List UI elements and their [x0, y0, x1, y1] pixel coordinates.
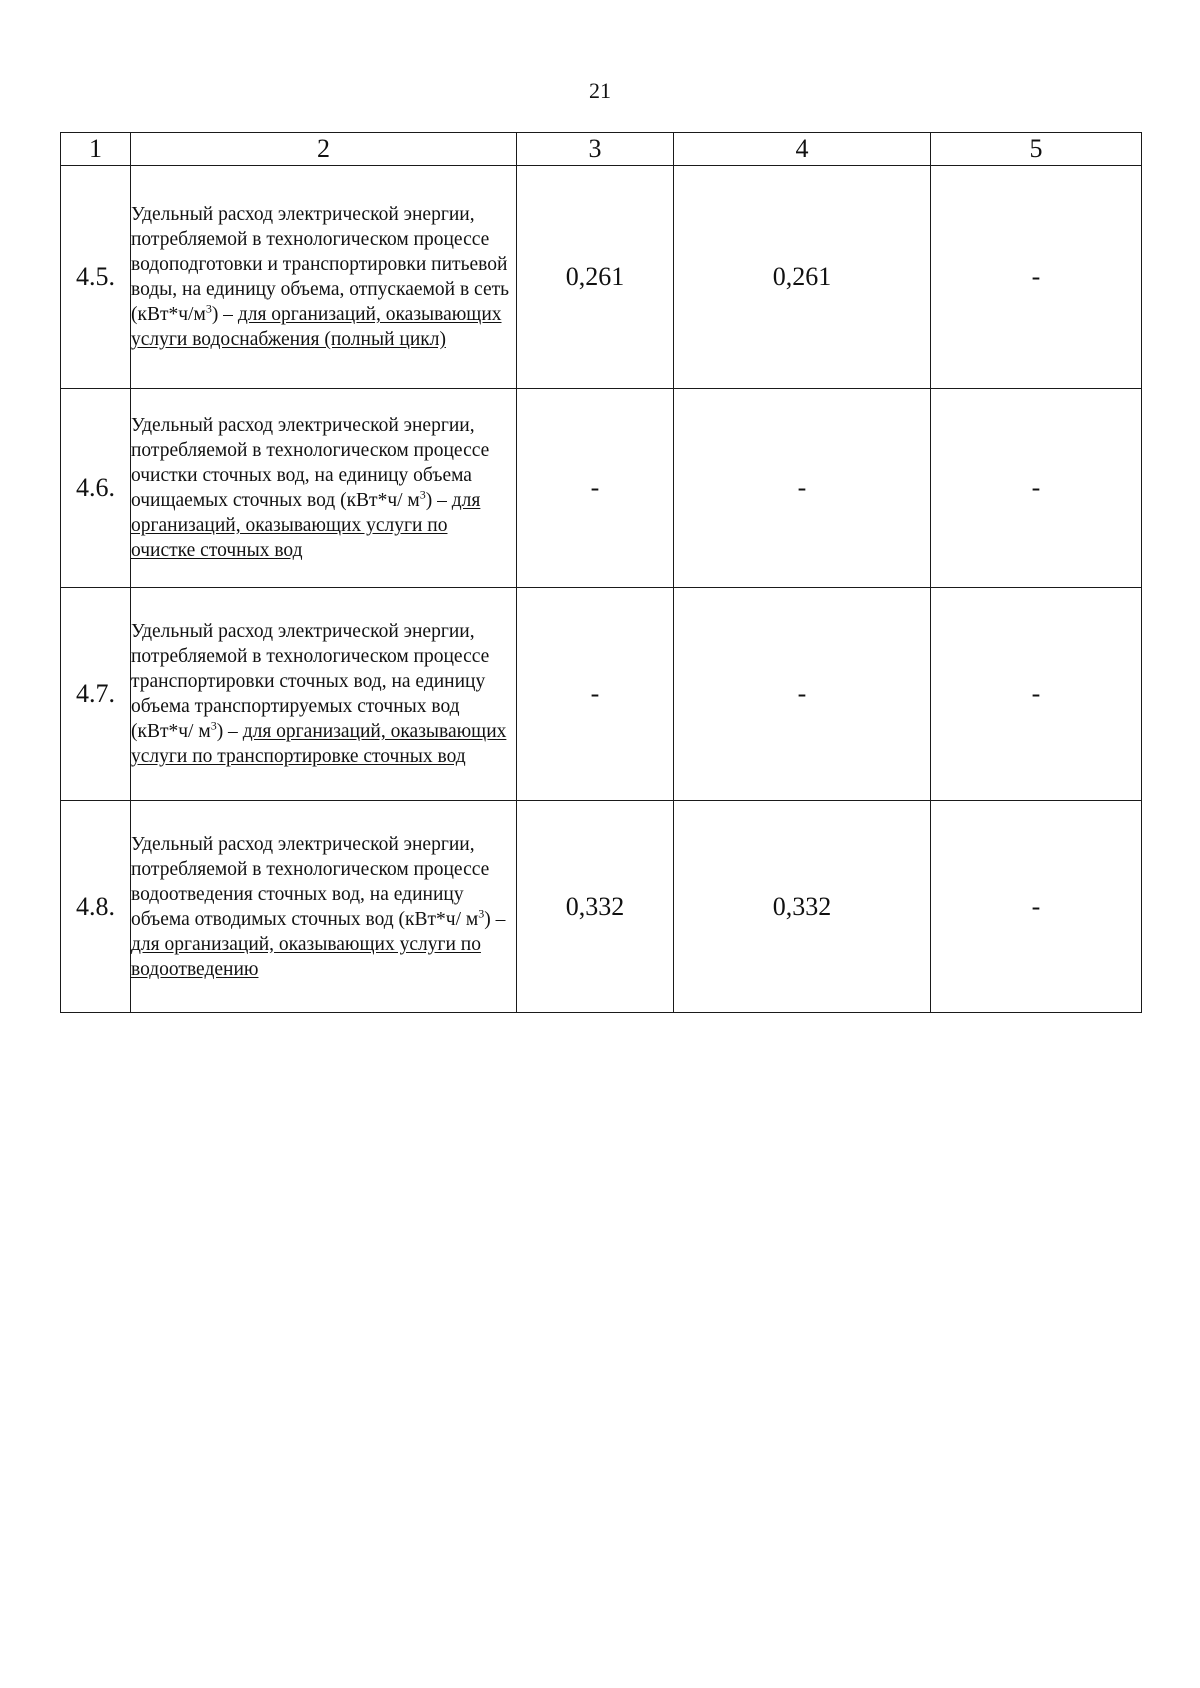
row-description	[131, 166, 517, 389]
value-col3: 0,261	[517, 166, 674, 389]
value-col3: -	[517, 588, 674, 801]
superscript: 3	[419, 487, 426, 502]
value-col3: -	[517, 389, 674, 588]
row-number: 4.6.	[61, 389, 131, 588]
description-underlined: для организаций, оказывающих услуги водоснабжения (полный цикл)	[131, 304, 502, 350]
value-col4: -	[674, 389, 931, 588]
row-number: 4.7.	[61, 588, 131, 801]
value-col5: -	[931, 166, 1142, 389]
description-dash: ) –	[211, 304, 238, 325]
superscript: 3	[205, 301, 212, 316]
table-row	[61, 166, 1142, 389]
row-description	[131, 588, 517, 801]
column-header-5: 5	[931, 133, 1142, 166]
row-number: 4.5.	[61, 166, 131, 389]
row-number: 4.8.	[61, 801, 131, 1013]
description-dash: ) –	[216, 721, 243, 742]
value-col4: 0,332	[674, 801, 931, 1013]
description-text: Удельный расход электрической энергии, потребляемой в технологическом процессе водоподготовки и транспортировки питьевой воды, на единицу объема, отпускаемой в сеть (кВт*ч/м	[131, 204, 510, 325]
row-description	[131, 801, 517, 1013]
superscript: 3	[478, 906, 485, 920]
description-dash: ) –	[484, 908, 506, 930]
value-col5: -	[931, 801, 1142, 1013]
value-col4: -	[674, 588, 931, 801]
description-text: Удельный расход электрической энергии, потребляемой в технологическом процессе очистки сточных вод, на единицу объема очищаемых сточных вод (кВт*ч/ м	[131, 415, 490, 511]
value-col4: 0,261	[674, 166, 931, 389]
description-underlined: для организаций, оказывающих услуги по транспортировке сточных вод	[131, 721, 507, 767]
indicators-table	[60, 132, 1142, 1013]
page-number: 21	[589, 78, 611, 103]
column-header-1: 1	[61, 133, 131, 166]
description-underlined: для организаций, оказывающих услуги по водоотведению	[131, 933, 481, 980]
description-underlined: для организаций, оказывающих услуги по очистке сточных вод	[131, 490, 481, 561]
column-header-4: 4	[674, 133, 931, 166]
description-dash: ) –	[425, 490, 452, 511]
table-row	[61, 389, 1142, 588]
value-col5: -	[931, 588, 1142, 801]
column-header-3: 3	[517, 133, 674, 166]
table-row	[61, 801, 1142, 1013]
value-col3: 0,332	[517, 801, 674, 1013]
superscript: 3	[210, 718, 217, 733]
description-text: Удельный расход электрической энергии, потребляемой в технологическом процессе водоотведения сточных вод, на единицу объема отводимых сточных вод (кВт*ч/ м	[131, 833, 490, 930]
row-description	[131, 389, 517, 588]
column-header-2: 2	[131, 133, 517, 166]
table-row	[61, 588, 1142, 801]
table-header-row	[61, 133, 1142, 166]
value-col5: -	[931, 389, 1142, 588]
description-text: Удельный расход электрической энергии, потребляемой в технологическом процессе транспортировки сточных вод, на единицу объема транспортируемых сточных вод (кВт*ч/ м	[131, 621, 490, 742]
